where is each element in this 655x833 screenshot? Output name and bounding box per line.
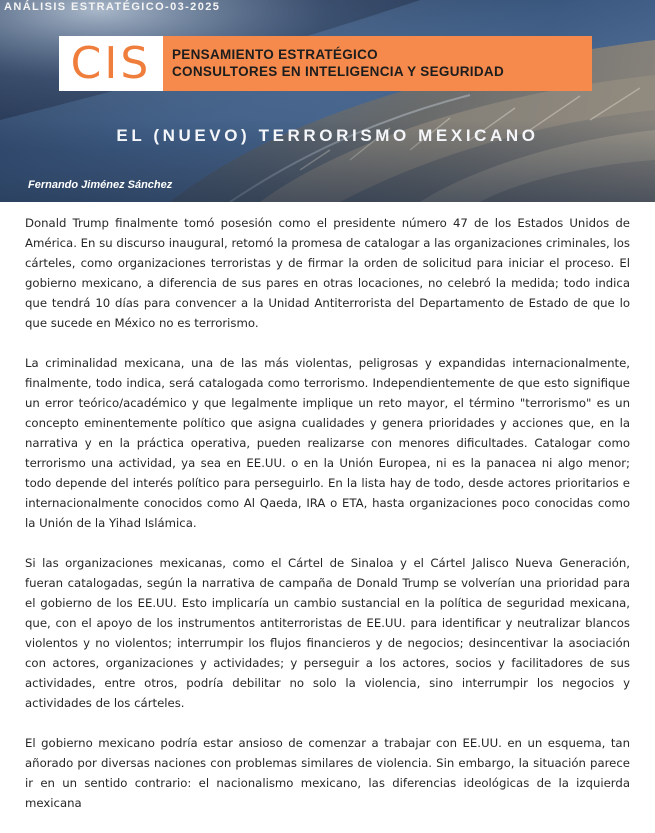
organization-name-line-1: PENSAMIENTO ESTRATÉGICO bbox=[172, 47, 378, 62]
cis-logo bbox=[59, 36, 163, 91]
paragraph: Si las organizaciones mexicanas, como el Cártel de Sinaloa y el Cártel Jalisco Nueva Generación, fueran catalogadas, según la narrativa de campaña de Donald Trump se volverían una prioridad para el gobierno de los EE.UU. Esto implicaría un cambio sustancial en la política de seguridad mexicana, que, con el apoyo de los instrumentos antiterroristas de EE.UU. para identificar y neutralizar blancos violentos y no violentos; interrumpir los flujos financieros y de negocios; desincentivar la asociación con actores, organizaciones y actividades; y perseguir a los actores, socios y facilitadores de sus actividades, entre otros, podría debilitar no solo la violencia, sino interrumpir los negocios y actividades de los cárteles. bbox=[25, 556, 630, 710]
earth-from-space-background bbox=[0, 0, 655, 202]
paragraph: El gobierno mexicano podría estar ansioso de comenzar a trabajar con EE.UU. en un esquema, tan añorado por diversas naciones con problemas similares de violencia. Sin embargo, la situación parece ir en un sentido contrario: el nacionalismo mexicano, las diferencias ideológicas de la izquierda mexicana bbox=[25, 736, 630, 810]
paragraph: La criminalidad mexicana, una de las más violentas, peligrosas y expandidas internacionalmente, finalmente, todo indica, será catalogada como terrorismo. Independientemente de que esto signifique un error teórico/académico y que legalmente implique un reto mayor, el término "terrorismo" es un concepto eminentemente político que asigna cualidades y genera prioridades y acciones que, en la narrativa y en la práctica operativa, pueden realizarse con menores dificultades. Catalogar como terrorismo una actividad, ya sea en EE.UU. o en la Unión Europea, ni es la panacea ni algo menor; todo depende del interés político para perseguirlo. En la lista hay de todo, desde actores prioritarios e internacionalmente conocidos como Al Qaeda, IRA o ETA, hasta organizaciones poco conocidas como la Unión de la Yihad Islámica. bbox=[25, 356, 630, 530]
organization-name-line-2: CONSULTORES EN INTELIGENCIA Y SEGURIDAD bbox=[172, 64, 504, 79]
logo-text: CIS bbox=[70, 37, 152, 89]
author-name: Fernando Jiménez Sánchez bbox=[28, 179, 173, 191]
header-banner bbox=[0, 0, 655, 202]
article-body bbox=[25, 213, 630, 833]
document-title: EL (NUEVO) TERRORISMO MEXICANO bbox=[116, 126, 539, 145]
paragraph: Donald Trump finalmente tomó posesión como el presidente número 47 de los Estados Unidos de América. En su discurso inaugural, retomó la promesa de catalogar a las organizaciones criminales, los cárteles, como organizaciones terroristas y de firmar la orden de solicitud para iniciar el proceso. El gobierno mexicano, a diferencia de sus pares en otras locaciones, no celebró la medida; todo indica que tendrá 10 días para convencer a la Unidad Antiterrorista del Departamento de Estado de que lo que sucede en México no es terrorismo. bbox=[25, 216, 630, 330]
organization-band bbox=[163, 36, 592, 91]
series-label: ANÁLISIS ESTRATÉGICO-03-2025 bbox=[4, 1, 221, 13]
